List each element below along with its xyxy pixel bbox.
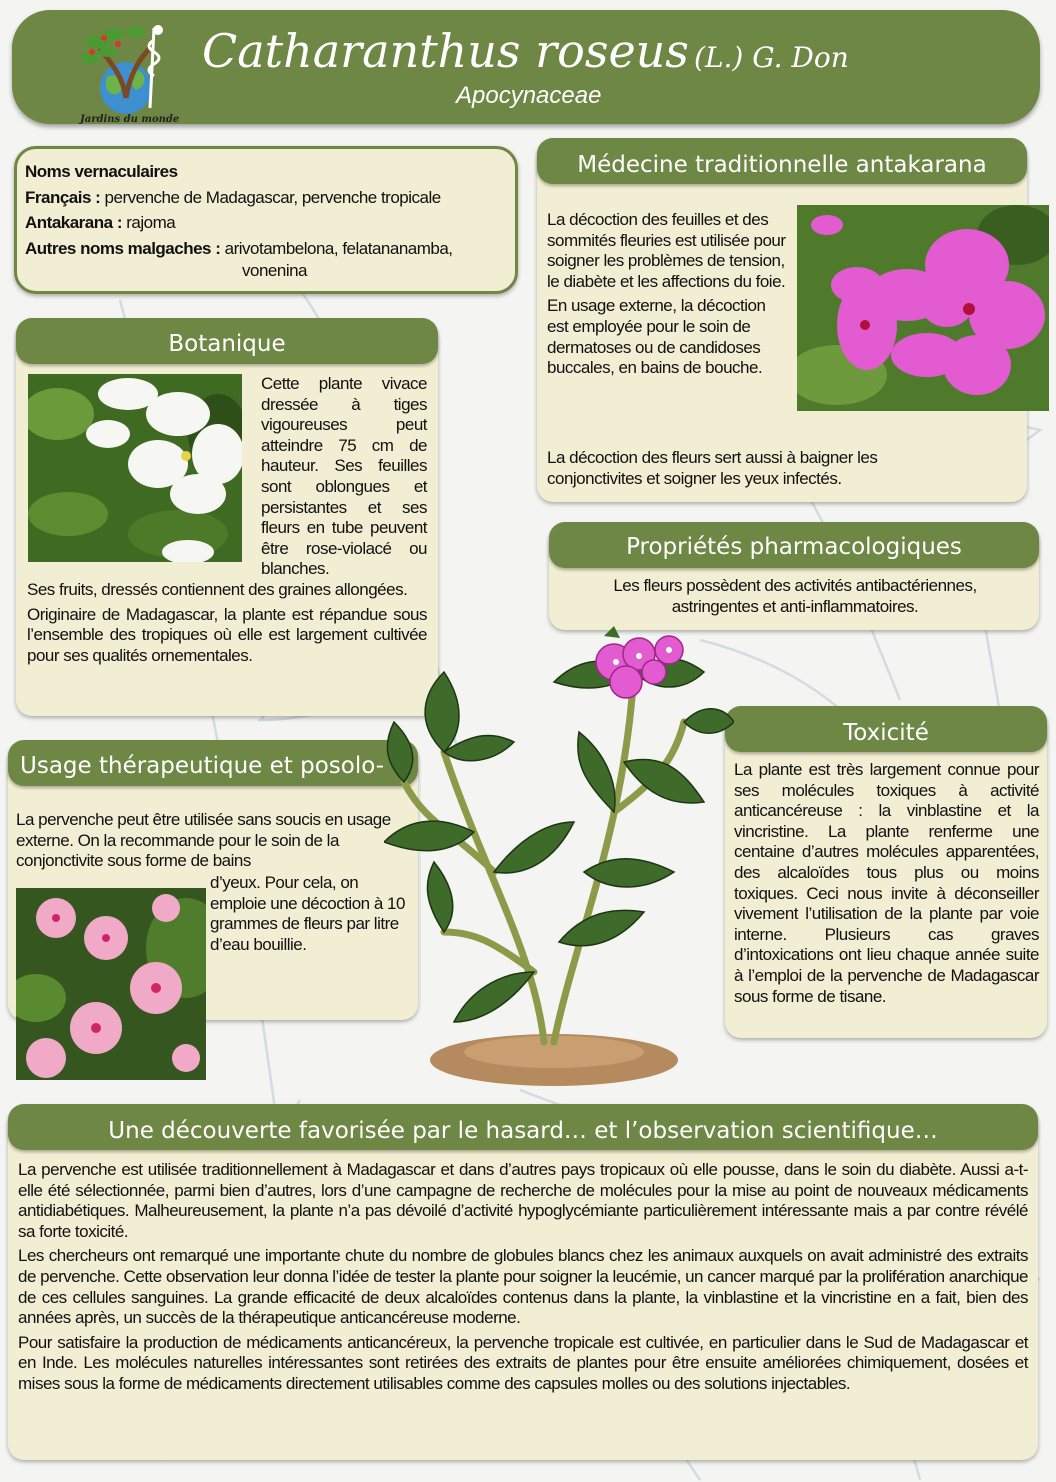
usage-title: Usage thérapeutique et posolo- (8, 740, 418, 786)
decouverte-title: Une découverte favorisée par le hasard… et l’observation scientifique… (8, 1104, 1038, 1150)
white-flower-photo (28, 374, 242, 562)
medecine-external: En usage externe, la décoction est employée pour le soin de dermatoses ou de candidoses buccales, en bains de bouche. (547, 296, 766, 378)
pink-periwinkle-photo (16, 888, 206, 1080)
jardins-du-monde-logo (70, 18, 182, 128)
vernacular-antakarana: Antakarana : rajoma (25, 213, 176, 232)
vernacular-french: Français : pervenche de Madagascar, pervenche tropicale (25, 187, 441, 207)
page-title (202, 24, 849, 78)
botanique-origin: Originaire de Madagascar, la plante est répandue sous l’ensemble des tropiques où elle est largement cultivée pour ses qualités ornementales. (27, 604, 427, 665)
proprietes-text (555, 576, 1035, 617)
usage-text-2: d’yeux. Pour cela, on emploie une décoction à 10 grammes de fleurs par litre d’eau bouillie. (210, 873, 405, 954)
vernacular-other: Autres noms malgaches : arivotambelona, felatananamba, (25, 238, 453, 258)
pink-flower-photo (797, 205, 1049, 411)
species-name: Catharanthus roseus (202, 24, 689, 78)
proprietes-line-2: astringentes et anti-inflammatoires. (671, 596, 919, 616)
logo-text: Jardins du monde (80, 114, 180, 125)
botanique-text-1: Cette plante vivace dressée à tiges vigoureuses peut atteindre 75 cm de hauteur. Ses feuilles sont oblongues et persistantes et ses fleurs en tube peuvent être rose-violacé ou blanches. (261, 374, 427, 579)
medecine-text-1 (547, 210, 787, 383)
decouverte-paragraph-3: Pour satisfaire la production de médicaments anticancéreux, la pervenche tropicale est cultivée, en particulier dans le Sud de Madagascar et en Inde. Les molécules naturelles intéressantes sont retirées des extraits de plantes pour être ensuite améliorées chimiquement, dosées et mises sous la forme de médicaments directement utilisables comme des capsules molles ou des solutions injectables. (18, 1332, 1028, 1393)
decouverte-paragraph-2: Les chercheurs ont remarqué une importante chute du nombre de globules blancs chez les animaux auxquels on avait administré des extraits de pervenche. Cette observation leur donna l’idée de tester la plante pour soigner la leucémie, un cancer marqué par la prolifération anarchique de ces cellules sanguines. La grande efficacité de deux alcaloïdes contenus dans la plante, la vinblastine et la vincristine en a fait, bien des années après, un succès de la thérapeutique anticancéreuse moderne. (18, 1246, 1028, 1328)
species-author: (L.) G. Don (694, 41, 849, 74)
vernacular-other-2: vonenina (242, 261, 308, 280)
plant-family: Apocynaceae (456, 82, 602, 109)
toxicite-title: Toxicité (725, 706, 1047, 752)
proprietes-title: Propriétés pharmacologiques (549, 522, 1039, 568)
botanique-text-2 (27, 580, 427, 670)
vernacular-heading: Noms vernaculaires (25, 162, 178, 181)
vernacular-names-box (14, 146, 518, 294)
toxicite-text: La plante est très largement connue pour ses molécules toxiques à activité anticancéreuse : la vinblastine et la vincristine. La plante renferme une centaine d’autres molécules apparentées, des alcaloïdes tous plus ou moins toxiques. Ceci nous invite à déconseiller vivement l’utilisation de la plante par voie interne. Plusieurs cas graves d’intoxications ont lieu chaque année suite à l’emploi de la pervenche de Madagascar sous forme de tisane. (734, 760, 1039, 1006)
decouverte-paragraph-1: La pervenche est utilisée traditionnellement à Madagascar et dans d’autres pays tropicaux où elle pousse, dans le soin du diabète. Aussi a-t-elle été sélectionnée, parmi bien d’autres, lors d’une campagne de recherche de molécules pour la mise au point de nouveaux médicaments antidiabétiques. Malheureusement, la plante n’a pas dévoilé d’activité hypoglycémiante particulièrement intéressante mais a par contre révélé sa forte toxicité. (18, 1160, 1028, 1241)
header-banner (12, 10, 1040, 124)
decouverte-text (18, 1160, 1028, 1399)
botanique-fruits: Ses fruits, dressés contiennent des graines allongées. (27, 580, 408, 599)
proprietes-line-1: Les fleurs possèdent des activités antibactériennes, (613, 576, 977, 595)
usage-text-1: La pervenche peut être utilisée sans soucis en usage externe. On la recommande pour le soin de la conjonctivite sous forme de bains (16, 810, 391, 871)
medecine-text-2: La décoction des fleurs sert aussi à baigner les conjonctivites et soigner les yeux infectés. (547, 448, 878, 488)
botanique-title: Botanique (16, 318, 438, 364)
medecine-decoction: La décoction des feuilles et des sommités fleuries est utilisée pour soigner les problèmes de tension, le diabète et les affections du foie. (547, 210, 786, 291)
plant-illustration (384, 612, 734, 1090)
medecine-title: Médecine traditionnelle antakarana (537, 138, 1027, 184)
